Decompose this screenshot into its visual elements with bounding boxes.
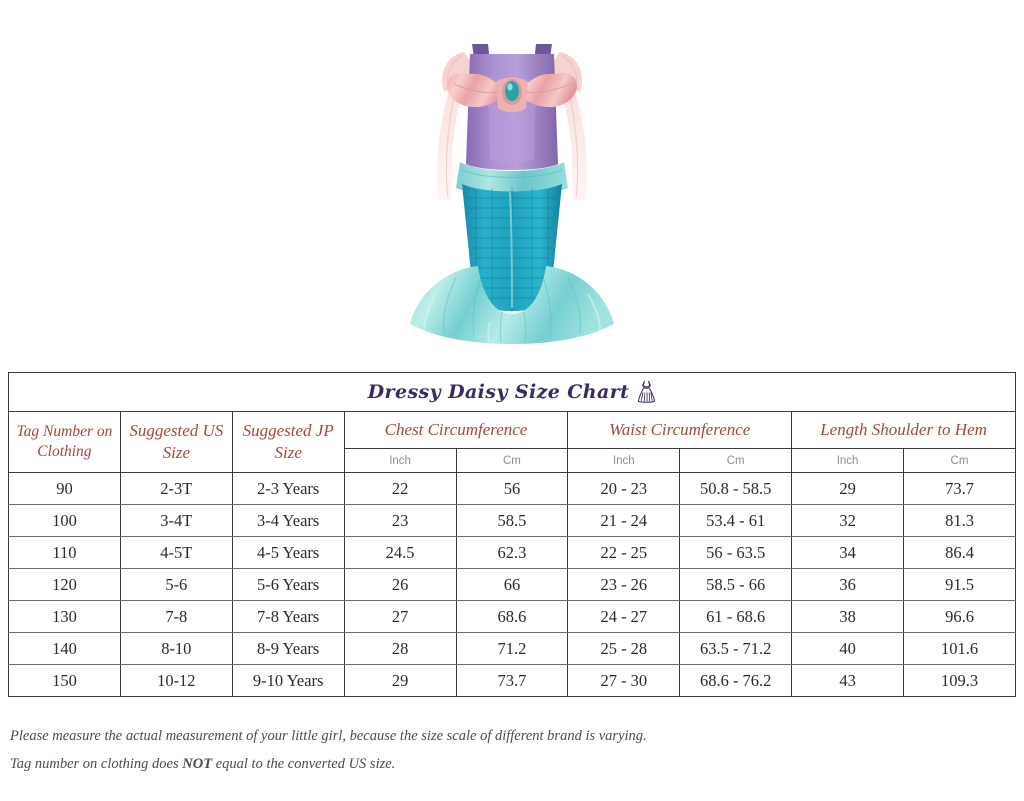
- cell-chest-cm: 58.5: [456, 505, 568, 537]
- subheader-length-cm: Cm: [904, 449, 1016, 473]
- table-title-row: [9, 373, 1016, 412]
- table-title-cell: [9, 373, 1016, 412]
- footnote-tag-number: [10, 750, 1000, 778]
- subheader-waist-cm: Cm: [680, 449, 792, 473]
- cell-us-size: 8-10: [120, 633, 232, 665]
- cell-length-inch: 38: [792, 601, 904, 633]
- table-header-row: [9, 412, 1016, 449]
- cell-waist-inch: 27 - 30: [568, 665, 680, 697]
- size-chart-table: [8, 372, 1016, 697]
- cell-waist-inch: 22 - 25: [568, 537, 680, 569]
- cell-length-inch: 40: [792, 633, 904, 665]
- cell-jp-size: 5-6 Years: [232, 569, 344, 601]
- dress-illustration: [392, 22, 632, 352]
- cell-length-cm: 96.6: [904, 601, 1016, 633]
- cell-tag-number: 140: [9, 633, 121, 665]
- product-image-mermaid-dress: [392, 22, 632, 352]
- cell-waist-cm: 61 - 68.6: [680, 601, 792, 633]
- subheader-waist-inch: Inch: [568, 449, 680, 473]
- table-row: [9, 665, 1016, 697]
- cell-jp-size: 9-10 Years: [232, 665, 344, 697]
- cell-chest-inch: 26: [344, 569, 456, 601]
- center-gem: [505, 81, 519, 101]
- cell-chest-inch: 29: [344, 665, 456, 697]
- footnotes: [10, 722, 1000, 779]
- cell-tag-number: 100: [9, 505, 121, 537]
- cell-chest-inch: 23: [344, 505, 456, 537]
- cell-length-cm: 81.3: [904, 505, 1016, 537]
- header-tag-number: Tag Number on Clothing: [9, 412, 121, 473]
- cell-waist-cm: 53.4 - 61: [680, 505, 792, 537]
- cell-chest-inch: 28: [344, 633, 456, 665]
- cell-length-inch: 43: [792, 665, 904, 697]
- cell-tag-number: 130: [9, 601, 121, 633]
- cell-length-inch: 36: [792, 569, 904, 601]
- cell-chest-inch: 24.5: [344, 537, 456, 569]
- footnote-not-emphasis: NOT: [182, 756, 213, 773]
- cell-tag-number: 90: [9, 473, 121, 505]
- cell-jp-size: 3-4 Years: [232, 505, 344, 537]
- cell-length-cm: 109.3: [904, 665, 1016, 697]
- cell-us-size: 7-8: [120, 601, 232, 633]
- cell-waist-cm: 50.8 - 58.5: [680, 473, 792, 505]
- cell-waist-inch: 23 - 26: [568, 569, 680, 601]
- cell-waist-inch: 20 - 23: [568, 473, 680, 505]
- chart-title-text: Dressy Daisy Size Chart: [367, 381, 630, 403]
- header-chest-circumference: Chest Circumference: [344, 412, 568, 449]
- cell-jp-size: 7-8 Years: [232, 601, 344, 633]
- subheader-chest-cm: Cm: [456, 449, 568, 473]
- footnote-tag-pre: Tag number on clothing does: [10, 756, 183, 773]
- cell-length-cm: 101.6: [904, 633, 1016, 665]
- cell-chest-inch: 27: [344, 601, 456, 633]
- cell-waist-cm: 56 - 63.5: [680, 537, 792, 569]
- cell-waist-cm: 68.6 - 76.2: [680, 665, 792, 697]
- cell-chest-cm: 66: [456, 569, 568, 601]
- header-length-shoulder-to-hem: Length Shoulder to Hem: [792, 412, 1016, 449]
- product-photo-area: [0, 0, 1024, 372]
- table-row: [9, 633, 1016, 665]
- cell-waist-inch: 21 - 24: [568, 505, 680, 537]
- cell-length-cm: 73.7: [904, 473, 1016, 505]
- cell-us-size: 10-12: [120, 665, 232, 697]
- dress-icon: [637, 380, 656, 404]
- table-row: [9, 537, 1016, 569]
- cell-chest-cm: 56: [456, 473, 568, 505]
- subheader-chest-inch: Inch: [344, 449, 456, 473]
- cell-us-size: 4-5T: [120, 537, 232, 569]
- cell-jp-size: 4-5 Years: [232, 537, 344, 569]
- subheader-length-inch: Inch: [792, 449, 904, 473]
- header-us-size: Suggested US Size: [120, 412, 232, 473]
- cell-us-size: 2-3T: [120, 473, 232, 505]
- cell-jp-size: 8-9 Years: [232, 633, 344, 665]
- cell-waist-cm: 63.5 - 71.2: [680, 633, 792, 665]
- cell-tag-number: 120: [9, 569, 121, 601]
- cell-chest-cm: 71.2: [456, 633, 568, 665]
- table-row: [9, 505, 1016, 537]
- cell-waist-inch: 24 - 27: [568, 601, 680, 633]
- cell-length-inch: 32: [792, 505, 904, 537]
- table-row: [9, 473, 1016, 505]
- cell-jp-size: 2-3 Years: [232, 473, 344, 505]
- cell-chest-cm: 68.6: [456, 601, 568, 633]
- table-row: [9, 601, 1016, 633]
- footnote-tag-post: equal to the converted US size.: [212, 756, 396, 773]
- cell-chest-cm: 62.3: [456, 537, 568, 569]
- cell-chest-inch: 22: [344, 473, 456, 505]
- header-jp-size: Suggested JP Size: [232, 412, 344, 473]
- table-row: [9, 569, 1016, 601]
- header-waist-circumference: Waist Circumference: [568, 412, 792, 449]
- cell-length-inch: 29: [792, 473, 904, 505]
- cell-waist-cm: 58.5 - 66: [680, 569, 792, 601]
- chest-bow: [447, 73, 577, 113]
- cell-tag-number: 150: [9, 665, 121, 697]
- cell-length-cm: 86.4: [904, 537, 1016, 569]
- cell-chest-cm: 73.7: [456, 665, 568, 697]
- footnote-measure: Please measure the actual measurement of your little girl, because the size scale of different brand is varying.: [10, 728, 647, 744]
- cell-length-inch: 34: [792, 537, 904, 569]
- cell-tag-number: 110: [9, 537, 121, 569]
- cell-us-size: 5-6: [120, 569, 232, 601]
- cell-waist-inch: 25 - 28: [568, 633, 680, 665]
- cell-length-cm: 91.5: [904, 569, 1016, 601]
- cell-us-size: 3-4T: [120, 505, 232, 537]
